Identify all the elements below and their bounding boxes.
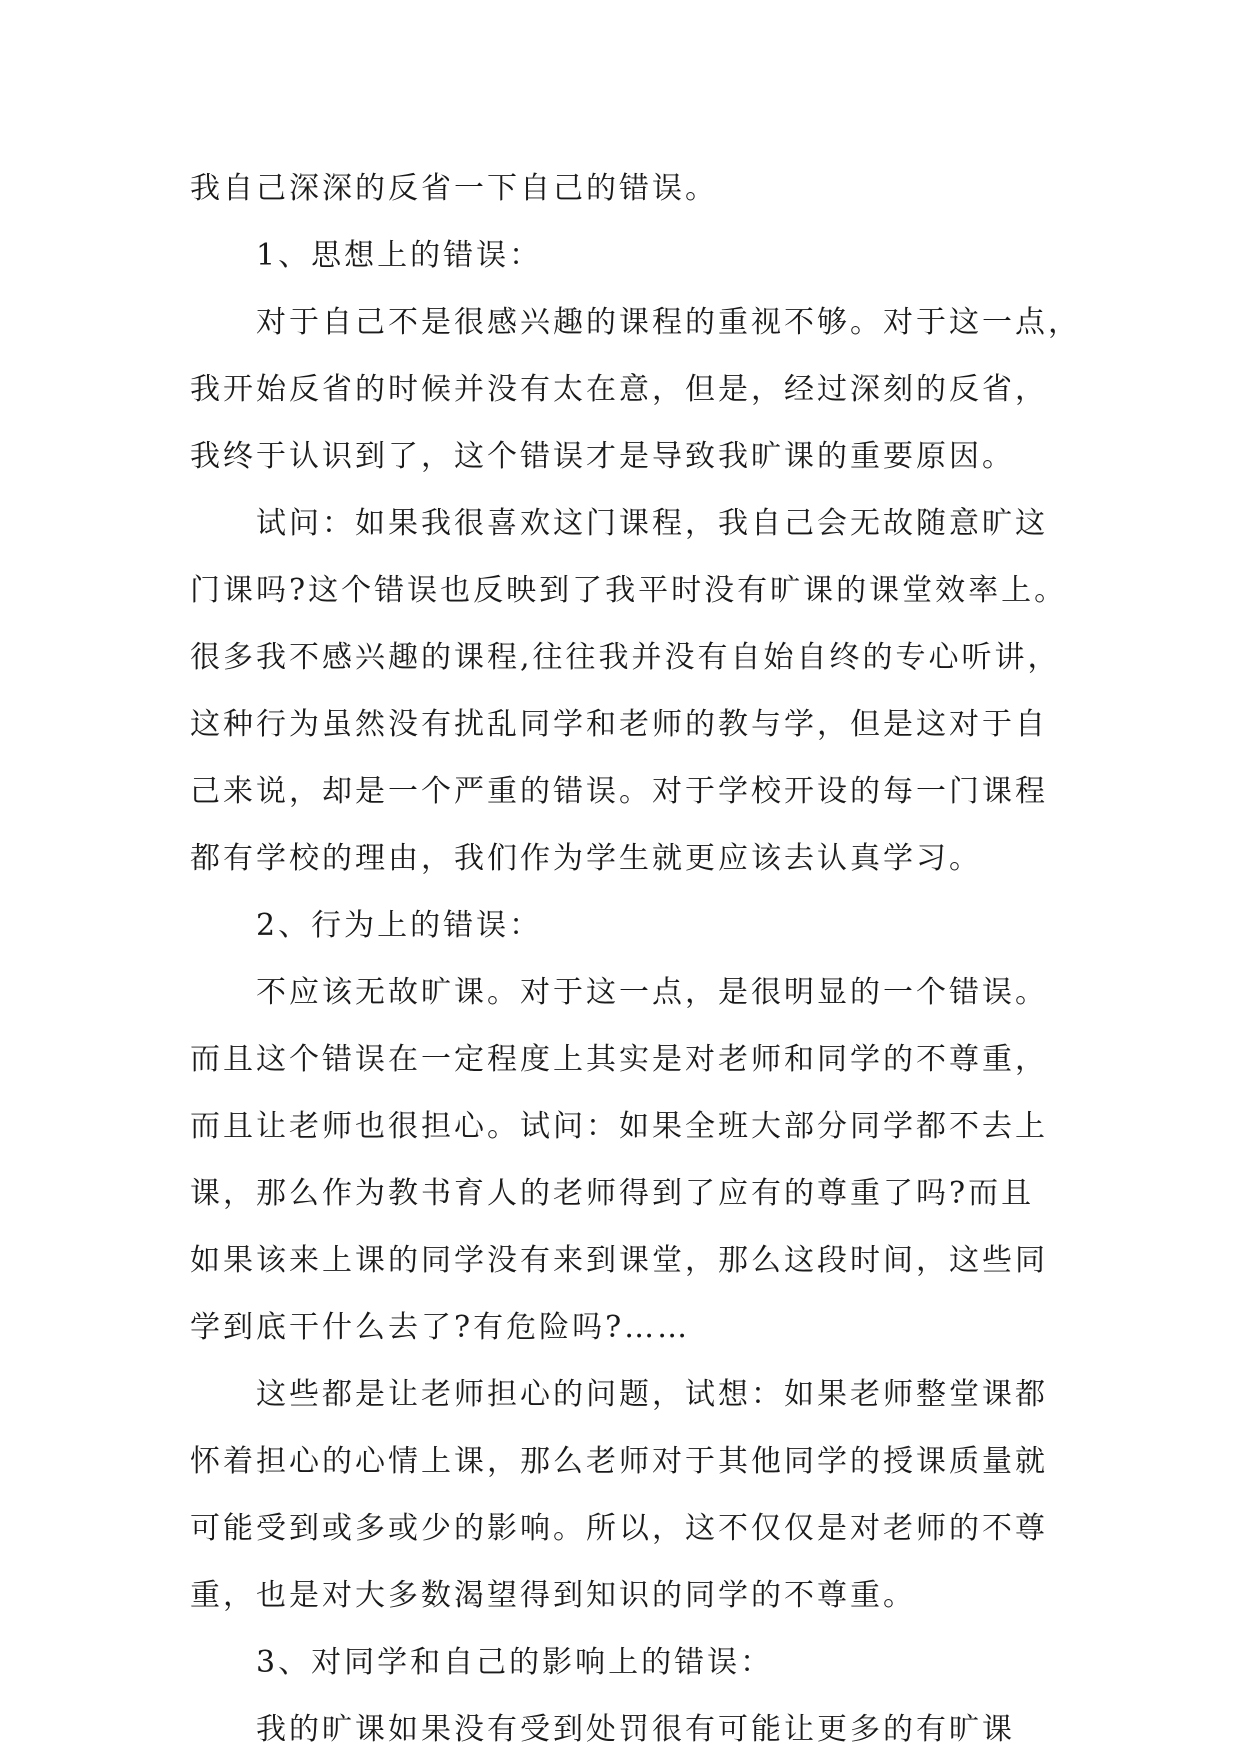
document-body	[190, 155, 1081, 1763]
text-line: 我开始反省的时候并没有太在意，但是，经过深刻的反省，	[190, 372, 1048, 407]
text-line: 门课吗?这个错误也反映到了我平时没有旷课的课堂效率上。	[190, 573, 1068, 608]
text-line: 怀着担心的心情上课，那么老师对于其他同学的授课质量就	[190, 1444, 1048, 1479]
text-line: 而且这个错误在一定程度上其实是对老师和同学的不尊重，	[190, 1042, 1048, 1077]
text-line: 课，那么作为教书育人的老师得到了应有的尊重了吗?而且	[190, 1176, 1035, 1211]
text-line: 这种行为虽然没有扰乱同学和老师的教与学，但是这对于自	[190, 707, 1048, 742]
text-line: 己来说，却是一个严重的错误。对于学校开设的每一门课程	[190, 774, 1048, 809]
text-line: 学到底干什么去了?有危险吗?……	[190, 1310, 691, 1345]
text-line: 都有学校的理由，我们作为学生就更应该去认真学习。	[190, 841, 982, 876]
text-line: 试问：如果我很喜欢这门课程，我自己会无故随意旷这	[256, 506, 1048, 541]
text-line: 而且让老师也很担心。试问：如果全班大部分同学都不去上	[190, 1109, 1048, 1144]
text-line: 我自己深深的反省一下自己的错误。	[190, 171, 718, 206]
text-line: 这些都是让老师担心的问题，试想：如果老师整堂课都	[256, 1377, 1048, 1412]
text-line: 可能受到或多或少的影响。所以，这不仅仅是对老师的不尊	[190, 1511, 1048, 1546]
text-line: 很多我不感兴趣的课程,往往我并没有自始自终的专心听讲，	[190, 640, 1061, 675]
section-heading: 3、对同学和自己的影响上的错误：	[256, 1645, 774, 1680]
text-line: 不应该无故旷课。对于这一点，是很明显的一个错误。	[256, 975, 1048, 1010]
text-line: 我的旷课如果没有受到处罚很有可能让更多的有旷课	[256, 1712, 1015, 1747]
text-line: 如果该来上课的同学没有来到课堂，那么这段时间，这些同	[190, 1243, 1048, 1278]
text-line: 对于自己不是很感兴趣的课程的重视不够。对于这一点，	[256, 305, 1081, 340]
section-heading: 2、行为上的错误：	[256, 908, 543, 943]
text-line: 我终于认识到了，这个错误才是导致我旷课的重要原因。	[190, 439, 1015, 474]
section-heading: 1、思想上的错误：	[256, 238, 543, 273]
text-line: 重，也是对大多数渴望得到知识的同学的不尊重。	[190, 1578, 916, 1613]
